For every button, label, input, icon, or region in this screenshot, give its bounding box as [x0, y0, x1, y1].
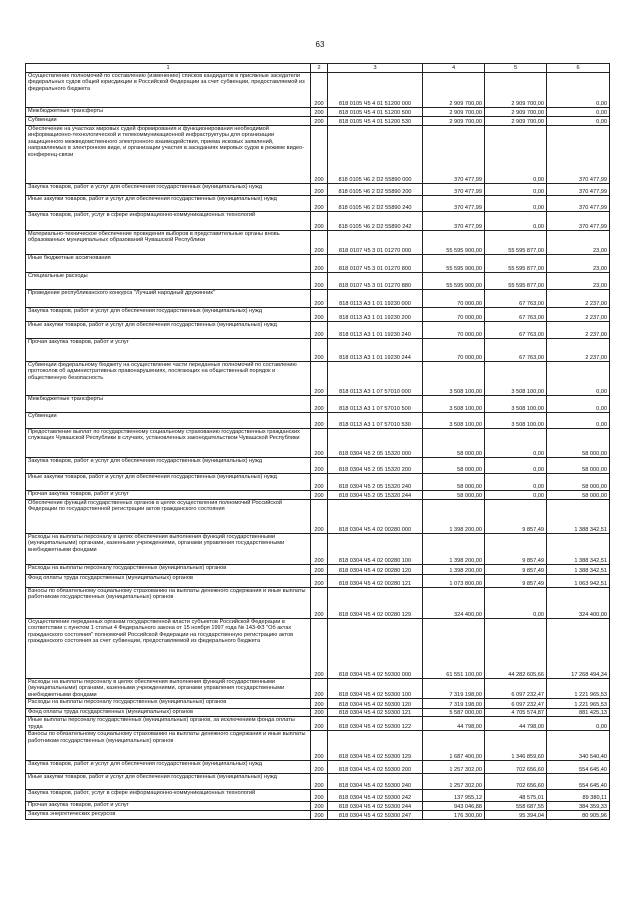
- row-name-cell: Обеспечение функций государственных органов в целях осуществления полномочий Российской Федерации по государственной регистрации актов гражданского состояния: [26, 500, 311, 534]
- row-code-cell: 818 0304 Ч5 4 02 00280 120: [328, 565, 423, 575]
- row-name-cell: Расходы на выплаты персоналу государственных (муниципальных) органов: [26, 699, 311, 709]
- row-col6-cell: 2 237,00: [547, 308, 610, 322]
- table-row: [26, 619, 610, 679]
- row-col5-cell: 0,00: [485, 126, 547, 184]
- row-col6-cell: 2 237,00: [547, 339, 610, 362]
- row-code-cell: 818 0113 А3 1 07 57010 000: [328, 362, 423, 396]
- row-col5-cell: 1 346 859,60: [485, 731, 547, 761]
- row-code-cell: 818 0113 А3 1 07 57010 500: [328, 396, 423, 413]
- table-row: [26, 290, 610, 308]
- table-row: [26, 491, 610, 500]
- row-name-cell: Взносы по обязательному социальному страхованию на выплаты денежного содержания и иные выплаты работникам государственных (муниципальных) органов: [26, 731, 311, 761]
- row-col2-cell: 200: [311, 231, 328, 255]
- row-col4-cell: 5 587 000,00: [423, 709, 485, 717]
- row-col2-cell: 200: [311, 458, 328, 474]
- table-row: [26, 212, 610, 231]
- row-col6-cell: 23,00: [547, 231, 610, 255]
- row-col2-cell: 200: [311, 731, 328, 761]
- row-name-cell: Осуществление переданных органам государственной власти субъектов Российской Федерации в соответствии с пунктом 1 статьи 4 Федерального закона от 15 ноября 1997 года № 143-ФЗ "Об актах гражданского состояния" полномочий Российской Федерации на государственную регистрацию актов гражданского состояния за счет субвенции, предоставляемой из федерального бюджета: [26, 619, 311, 679]
- row-name-cell: Иные закупки товаров, работ и услуг для обеспечения государственных (муниципальных) нужд: [26, 322, 311, 339]
- row-col2-cell: 200: [311, 184, 328, 196]
- row-col6-cell: 1 063 942,51: [547, 575, 610, 588]
- row-code-cell: 818 0304 Ч5 4 02 59300 100: [328, 679, 423, 699]
- row-col2-cell: 200: [311, 717, 328, 731]
- table-row: [26, 117, 610, 126]
- row-code-cell: 818 0105 Ч5 4 01 51200 530: [328, 117, 423, 126]
- row-name-cell: Материально-техническое обеспечение проведения выборов в представительные органы вновь образованных муниципальных образований Чувашской Республики: [26, 231, 311, 255]
- row-col2-cell: 200: [311, 396, 328, 413]
- row-col4-cell: 1 398 200,00: [423, 534, 485, 565]
- row-code-cell: 818 0107 Ч5 3 01 01270 800: [328, 255, 423, 273]
- row-col6-cell: 1 388 342,51: [547, 565, 610, 575]
- table-row: [26, 413, 610, 429]
- row-code-cell: 818 0107 Ч5 3 01 01270 880: [328, 273, 423, 290]
- row-col2-cell: 200: [311, 761, 328, 774]
- row-name-cell: Предоставление выплат по государственному социальному страхованию государственных гражданских служащих Чувашской Республики в случаях, установленных законодательством Чувашской Республики: [26, 429, 311, 458]
- row-col4-cell: 55 595 900,00: [423, 273, 485, 290]
- row-col5-cell: 3 508 100,00: [485, 396, 547, 413]
- table-row: [26, 679, 610, 699]
- table-row: [26, 362, 610, 396]
- row-col2-cell: 200: [311, 196, 328, 212]
- table-row: [26, 565, 610, 575]
- row-col6-cell: 370 477,99: [547, 184, 610, 196]
- row-col6-cell: 80 905,96: [547, 811, 610, 820]
- row-name-cell: Иные выплаты персоналу государственных (муниципальных) органов, за исключением фонда оплаты труда: [26, 717, 311, 731]
- row-col4-cell: 137 955,12: [423, 790, 485, 802]
- row-col2-cell: 200: [311, 699, 328, 709]
- row-col4-cell: 3 508 100,00: [423, 413, 485, 429]
- row-col6-cell: 58 000,00: [547, 429, 610, 458]
- row-name-cell: Межбюджетные трансферты: [26, 108, 311, 117]
- row-name-cell: Иные закупки товаров, работ и услуг для обеспечения государственных (муниципальных) нужд: [26, 774, 311, 790]
- row-col2-cell: 200: [311, 474, 328, 491]
- table-body: [26, 73, 610, 820]
- row-code-cell: 818 0105 Ч6 2 D2 55890 200: [328, 184, 423, 196]
- header-cell-1: 1: [26, 64, 311, 73]
- table-row: [26, 474, 610, 491]
- row-code-cell: 818 0304 Ч5 4 02 59300 242: [328, 790, 423, 802]
- table-row: [26, 709, 610, 717]
- table-row: [26, 534, 610, 565]
- row-col6-cell: 58 000,00: [547, 458, 610, 474]
- row-col2-cell: 200: [311, 255, 328, 273]
- row-name-cell: Фонд оплаты труда государственных (муниципальных) органов: [26, 575, 311, 588]
- row-col6-cell: 1 388 342,51: [547, 534, 610, 565]
- row-col5-cell: 67 763,00: [485, 322, 547, 339]
- row-col5-cell: 0,00: [485, 429, 547, 458]
- row-col2-cell: 200: [311, 790, 328, 802]
- row-col2-cell: 200: [311, 491, 328, 500]
- row-code-cell: 818 0304 Ч5 4 02 00280 129: [328, 588, 423, 619]
- row-col4-cell: 370 477,99: [423, 196, 485, 212]
- row-col6-cell: 554 645,40: [547, 761, 610, 774]
- row-code-cell: 818 0105 Ч6 2 D2 55890 240: [328, 196, 423, 212]
- row-col6-cell: 881 425,13: [547, 709, 610, 717]
- row-col2-cell: 200: [311, 413, 328, 429]
- row-col5-cell: 9 857,49: [485, 575, 547, 588]
- table-row: [26, 273, 610, 290]
- row-col5-cell: 0,00: [485, 212, 547, 231]
- row-col5-cell: 0,00: [485, 474, 547, 491]
- row-col6-cell: 0,00: [547, 117, 610, 126]
- row-col4-cell: 1 257 302,00: [423, 774, 485, 790]
- row-col2-cell: 200: [311, 273, 328, 290]
- row-col6-cell: 1 221 965,53: [547, 679, 610, 699]
- row-col4-cell: 3 508 100,00: [423, 362, 485, 396]
- row-col6-cell: 554 645,40: [547, 774, 610, 790]
- row-col5-cell: 44 798,00: [485, 717, 547, 731]
- row-col4-cell: 61 551 100,00: [423, 619, 485, 679]
- row-col6-cell: 370 477,99: [547, 126, 610, 184]
- table-row: [26, 339, 610, 362]
- row-col4-cell: 370 477,99: [423, 126, 485, 184]
- row-col4-cell: 58 000,00: [423, 491, 485, 500]
- row-col4-cell: 70 000,00: [423, 322, 485, 339]
- row-col6-cell: 58 000,00: [547, 491, 610, 500]
- row-col4-cell: 58 000,00: [423, 474, 485, 491]
- row-col4-cell: 370 477,99: [423, 212, 485, 231]
- row-col5-cell: 702 656,60: [485, 774, 547, 790]
- row-col4-cell: 2 909 700,00: [423, 73, 485, 108]
- row-col5-cell: 0,00: [485, 491, 547, 500]
- row-col5-cell: 67 763,00: [485, 290, 547, 308]
- row-col5-cell: 55 595 877,00: [485, 231, 547, 255]
- row-col2-cell: 200: [311, 73, 328, 108]
- table-row: [26, 231, 610, 255]
- table-row: [26, 429, 610, 458]
- row-col2-cell: 200: [311, 811, 328, 820]
- row-col2-cell: 200: [311, 774, 328, 790]
- row-col4-cell: 943 046,88: [423, 802, 485, 811]
- row-col6-cell: 0,00: [547, 396, 610, 413]
- row-col5-cell: 0,00: [485, 588, 547, 619]
- row-col6-cell: 370 477,99: [547, 196, 610, 212]
- row-col6-cell: 1 388 342,51: [547, 500, 610, 534]
- row-code-cell: 818 0304 Ч5 4 02 59300 240: [328, 774, 423, 790]
- row-code-cell: 818 0304 Ч5 4 02 00280 000: [328, 500, 423, 534]
- table-row: [26, 802, 610, 811]
- row-col4-cell: 1 073 800,00: [423, 575, 485, 588]
- table-row: [26, 717, 610, 731]
- row-col5-cell: 2 909 700,00: [485, 108, 547, 117]
- row-code-cell: 818 0105 Ч5 4 01 51200 500: [328, 108, 423, 117]
- row-col4-cell: 58 000,00: [423, 429, 485, 458]
- row-col2-cell: 200: [311, 709, 328, 717]
- row-col6-cell: 58 000,00: [547, 474, 610, 491]
- row-col4-cell: 70 000,00: [423, 308, 485, 322]
- row-name-cell: Закупка энергетических ресурсов: [26, 811, 311, 820]
- row-code-cell: 818 0304 Ч5 4 02 00280 100: [328, 534, 423, 565]
- row-col5-cell: 67 763,00: [485, 308, 547, 322]
- row-code-cell: 818 0304 Ч5 4 02 59300 122: [328, 717, 423, 731]
- table-row: [26, 196, 610, 212]
- row-code-cell: 818 0105 Ч6 2 D2 55890 000: [328, 126, 423, 184]
- row-col4-cell: 2 909 700,00: [423, 117, 485, 126]
- row-col2-cell: 200: [311, 619, 328, 679]
- row-col6-cell: 0,00: [547, 717, 610, 731]
- header-cell-3: 3: [328, 64, 423, 73]
- row-name-cell: Прочая закупка товаров, работ и услуг: [26, 339, 311, 362]
- row-col4-cell: 70 000,00: [423, 339, 485, 362]
- row-col4-cell: 55 595 900,00: [423, 255, 485, 273]
- row-col4-cell: 2 909 700,00: [423, 108, 485, 117]
- row-name-cell: Субвенции федеральному бюджету на осуществление части переданных полномочий по составлению протоколов об административных правонарушениях, посягающих на общественный порядок и общественную безопасность: [26, 362, 311, 396]
- row-col5-cell: 2 909 700,00: [485, 73, 547, 108]
- row-code-cell: 818 0304 Ч5 2 05 15320 244: [328, 491, 423, 500]
- row-name-cell: Прочая закупка товаров, работ и услуг: [26, 802, 311, 811]
- row-col6-cell: 324 400,00: [547, 588, 610, 619]
- row-col2-cell: 200: [311, 575, 328, 588]
- row-col2-cell: 200: [311, 108, 328, 117]
- row-col2-cell: 200: [311, 679, 328, 699]
- row-col4-cell: 7 319 198,00: [423, 679, 485, 699]
- row-col6-cell: 340 540,40: [547, 731, 610, 761]
- row-col5-cell: 48 575,01: [485, 790, 547, 802]
- row-col6-cell: 23,00: [547, 273, 610, 290]
- table-row: [26, 731, 610, 761]
- header-cell-5: 5: [485, 64, 547, 73]
- row-name-cell: Фонд оплаты труда государственных (муниципальных) органов: [26, 709, 311, 717]
- row-col5-cell: 55 595 877,00: [485, 255, 547, 273]
- row-name-cell: Прочая закупка товаров, работ и услуг: [26, 491, 311, 500]
- row-col2-cell: 200: [311, 588, 328, 619]
- row-col5-cell: 558 687,55: [485, 802, 547, 811]
- row-name-cell: Расходы на выплаты персоналу в целях обеспечения выполнения функций государственными (муниципальными) органами, казенными учреждениями, органами управления государственными внебюджетными фондами: [26, 679, 311, 699]
- row-name-cell: Закупка товаров, работ, услуг в сфере информационно-коммуникационных технологий: [26, 212, 311, 231]
- row-name-cell: Взносы по обязательному социальному страхованию на выплаты денежного содержания и иные выплаты работникам государственных (муниципальных) органов: [26, 588, 311, 619]
- row-col5-cell: 2 909 700,00: [485, 117, 547, 126]
- row-name-cell: Закупка товаров, работ, услуг в сфере информационно-коммуникационных технологий: [26, 790, 311, 802]
- row-name-cell: Проведение республиканского конкурса "Лучший народный дружинник": [26, 290, 311, 308]
- row-col4-cell: 176 300,00: [423, 811, 485, 820]
- row-col5-cell: 3 508 100,00: [485, 362, 547, 396]
- row-col5-cell: 44 282 605,66: [485, 619, 547, 679]
- header-cell-6: 6: [547, 64, 610, 73]
- table-row: [26, 588, 610, 619]
- row-col5-cell: 9 857,49: [485, 534, 547, 565]
- header-cell-2: 2: [311, 64, 328, 73]
- row-col5-cell: 9 857,49: [485, 500, 547, 534]
- row-col4-cell: 1 687 400,00: [423, 731, 485, 761]
- row-code-cell: 818 0113 А3 1 01 19230 244: [328, 339, 423, 362]
- row-name-cell: Иные бюджетные ассигнования: [26, 255, 311, 273]
- row-col4-cell: 1 398 200,00: [423, 565, 485, 575]
- row-code-cell: 818 0113 А3 1 01 19230 200: [328, 308, 423, 322]
- row-name-cell: Осуществление полномочий по составлению (изменению) списков кандидатов в присяжные заседатели федеральных судов общей юрисдикции в Российской Федерации за счет субвенции, предоставляемой из федерального бюджета: [26, 73, 311, 108]
- row-col5-cell: 4 705 574,87: [485, 709, 547, 717]
- row-col6-cell: 89 380,11: [547, 790, 610, 802]
- row-col2-cell: 200: [311, 117, 328, 126]
- row-col5-cell: 55 595 877,00: [485, 273, 547, 290]
- row-col4-cell: 58 000,00: [423, 458, 485, 474]
- table-row: [26, 699, 610, 709]
- table-row: [26, 790, 610, 802]
- budget-table: [25, 63, 610, 820]
- row-col5-cell: 0,00: [485, 196, 547, 212]
- row-code-cell: 818 0113 А3 1 01 19230 240: [328, 322, 423, 339]
- row-col4-cell: 1 257 302,00: [423, 761, 485, 774]
- row-name-cell: Закупка товаров, работ и услуг для обеспечения государственных (муниципальных) нужд: [26, 458, 311, 474]
- table-row: [26, 184, 610, 196]
- row-code-cell: 818 0113 А3 1 01 19230 000: [328, 290, 423, 308]
- row-code-cell: 818 0107 Ч5 3 01 01270 000: [328, 231, 423, 255]
- row-col2-cell: 200: [311, 126, 328, 184]
- row-code-cell: 818 0304 Ч5 4 02 59300 129: [328, 731, 423, 761]
- row-name-cell: Иные закупки товаров, работ и услуг для обеспечения государственных (муниципальных) нужд: [26, 196, 311, 212]
- row-name-cell: Специальные расходы: [26, 273, 311, 290]
- table-row: [26, 458, 610, 474]
- row-name-cell: Обеспечение на участках мировых судей формирования и функционирования необходимой информационно-технологической и телекоммуникационной инфраструктуры для организации защищенного межведомственного электронного взаимодействия, приема исковых заявлений, направляемых в электронном виде, и организации участия в заседаниях мировых судов в режиме видео-конференц-связи: [26, 126, 311, 184]
- row-col4-cell: 70 000,00: [423, 290, 485, 308]
- row-col2-cell: 200: [311, 308, 328, 322]
- row-code-cell: 818 0304 Ч5 2 05 15320 240: [328, 474, 423, 491]
- table-row: [26, 108, 610, 117]
- row-col5-cell: 95 394,04: [485, 811, 547, 820]
- header-cell-4: 4: [423, 64, 485, 73]
- table-row: [26, 255, 610, 273]
- row-col5-cell: 0,00: [485, 184, 547, 196]
- row-col2-cell: 200: [311, 212, 328, 231]
- row-name-cell: Расходы на выплаты персоналу в целях обеспечения выполнения функций государственными (муниципальными) органами, казенными учреждениями, органами управления государственными внебюджетными фондами: [26, 534, 311, 565]
- table-row: [26, 126, 610, 184]
- header-row: [26, 64, 610, 73]
- row-col6-cell: 1 221 965,53: [547, 699, 610, 709]
- table-row: [26, 308, 610, 322]
- row-code-cell: 818 0105 Ч5 4 01 51200 000: [328, 73, 423, 108]
- row-col2-cell: 200: [311, 339, 328, 362]
- table-row: [26, 396, 610, 413]
- row-col2-cell: 200: [311, 565, 328, 575]
- row-col2-cell: 200: [311, 429, 328, 458]
- row-name-cell: Субвенции: [26, 413, 311, 429]
- row-col5-cell: 702 656,60: [485, 761, 547, 774]
- row-code-cell: 818 0304 Ч5 4 02 59300 244: [328, 802, 423, 811]
- row-col4-cell: 3 508 100,00: [423, 396, 485, 413]
- table-row: [26, 811, 610, 820]
- row-code-cell: 818 0304 Ч5 2 05 15320 000: [328, 429, 423, 458]
- row-col2-cell: 200: [311, 322, 328, 339]
- row-name-cell: Межбюджетные трансферты: [26, 396, 311, 413]
- row-col6-cell: 0,00: [547, 362, 610, 396]
- row-col6-cell: 370 477,99: [547, 212, 610, 231]
- row-code-cell: 818 0113 А3 1 07 57010 530: [328, 413, 423, 429]
- row-name-cell: Закупка товаров, работ и услуг для обеспечения государственных (муниципальных) нужд: [26, 761, 311, 774]
- table-row: [26, 73, 610, 108]
- row-col2-cell: 200: [311, 534, 328, 565]
- row-col6-cell: 0,00: [547, 413, 610, 429]
- row-col4-cell: 324 400,00: [423, 588, 485, 619]
- row-col4-cell: 1 398 200,00: [423, 500, 485, 534]
- row-col6-cell: 2 237,00: [547, 290, 610, 308]
- page-number: 63: [315, 40, 325, 49]
- row-code-cell: 818 0304 Ч5 4 02 59300 120: [328, 699, 423, 709]
- row-col2-cell: 200: [311, 500, 328, 534]
- row-code-cell: 818 0304 Ч5 4 02 59300 000: [328, 619, 423, 679]
- row-col5-cell: 3 508 100,00: [485, 413, 547, 429]
- row-col6-cell: 17 268 494,34: [547, 619, 610, 679]
- row-name-cell: Закупка товаров, работ и услуг для обеспечения государственных (муниципальных) нужд: [26, 308, 311, 322]
- row-code-cell: 818 0304 Ч5 4 02 00280 121: [328, 575, 423, 588]
- row-name-cell: Субвенции: [26, 117, 311, 126]
- row-code-cell: 818 0105 Ч6 2 D2 55890 242: [328, 212, 423, 231]
- row-col2-cell: 200: [311, 290, 328, 308]
- table-row: [26, 322, 610, 339]
- row-col2-cell: 200: [311, 362, 328, 396]
- row-col5-cell: 6 097 232,47: [485, 699, 547, 709]
- table-row: [26, 500, 610, 534]
- row-code-cell: 818 0304 Ч5 4 02 59300 121: [328, 709, 423, 717]
- row-col4-cell: 55 595 900,00: [423, 231, 485, 255]
- row-col5-cell: 0,00: [485, 458, 547, 474]
- row-col6-cell: 0,00: [547, 73, 610, 108]
- row-name-cell: Иные закупки товаров, работ и услуг для обеспечения государственных (муниципальных) нужд: [26, 474, 311, 491]
- row-col2-cell: 200: [311, 802, 328, 811]
- row-col4-cell: 370 477,99: [423, 184, 485, 196]
- row-code-cell: 818 0304 Ч5 2 05 15320 200: [328, 458, 423, 474]
- row-col5-cell: 9 857,49: [485, 565, 547, 575]
- row-col4-cell: 7 319 198,00: [423, 699, 485, 709]
- row-name-cell: Закупка товаров, работ и услуг для обеспечения государственных (муниципальных) нужд: [26, 184, 311, 196]
- row-col6-cell: 0,00: [547, 108, 610, 117]
- table-row: [26, 774, 610, 790]
- row-col6-cell: 384 359,33: [547, 802, 610, 811]
- row-col5-cell: 67 763,00: [485, 339, 547, 362]
- row-code-cell: 818 0304 Ч5 4 02 59300 200: [328, 761, 423, 774]
- row-name-cell: Расходы на выплаты персоналу государственных (муниципальных) органов: [26, 565, 311, 575]
- row-col6-cell: 2 237,00: [547, 322, 610, 339]
- row-col4-cell: 44 798,00: [423, 717, 485, 731]
- row-col6-cell: 23,00: [547, 255, 610, 273]
- table-row: [26, 575, 610, 588]
- row-col5-cell: 6 097 232,47: [485, 679, 547, 699]
- row-code-cell: 818 0304 Ч5 4 02 59300 247: [328, 811, 423, 820]
- table-row: [26, 761, 610, 774]
